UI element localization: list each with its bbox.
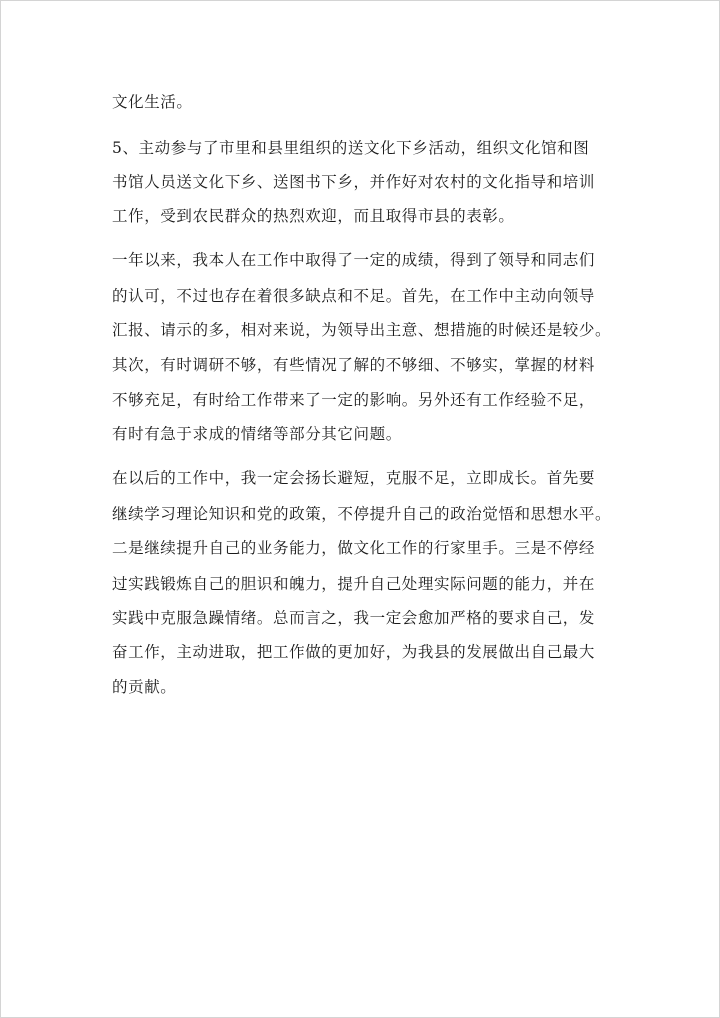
text-line: 继续学习理论知识和党的政策，不停提升自己的政治觉悟和思想水平。	[112, 505, 612, 523]
text-line: 有时有急于求成的情绪等部分其它问题。	[112, 425, 402, 443]
text-line: 的贡献。	[112, 678, 177, 696]
text-line: 过实践锻炼自己的胆识和魄力，提升自己处理实际问题的能力，并在	[112, 575, 596, 593]
text-line: 的认可，不过也存在着很多缺点和不足。首先，在工作中主动向领导	[112, 287, 596, 305]
text-line: 不够充足，有时给工作带来了一定的影响。另外还有工作经验不足，	[112, 391, 596, 409]
text-line: 在以后的工作中，我一定会扬长避短，克服不足，立即成长。首先要	[112, 469, 596, 487]
text-line: 书馆人员送文化下乡、送图书下乡，并作好对农村的文化指导和培训	[112, 173, 596, 191]
text-line: 文化生活。	[112, 93, 193, 111]
text-line: 工作，受到农民群众的热烈欢迎，而且取得市县的表彰。	[112, 207, 515, 225]
text-line: 奋工作，主动进取，把工作做的更加好，为我县的发展做出自己最大	[112, 643, 596, 661]
text-line: 5、主动参与了市里和县里组织的送文化下乡活动，组织文化馆和图	[112, 139, 590, 157]
text-line: 其次，有时调研不够，有些情况了解的不够细、不够实，掌握的材料	[112, 356, 596, 374]
text-line: 汇报、请示的多，相对来说，为领导出主意、想措施的时候还是较少。	[112, 321, 612, 339]
text-line: 一年以来，我本人在工作中取得了一定的成绩，得到了领导和同志们	[112, 251, 596, 269]
text-line: 实践中克服急躁情绪。总而言之，我一定会愈加严格的要求自己，发	[112, 609, 596, 627]
text-line: 二是继续提升自己的业务能力，做文化工作的行家里手。三是不停经	[112, 539, 596, 557]
